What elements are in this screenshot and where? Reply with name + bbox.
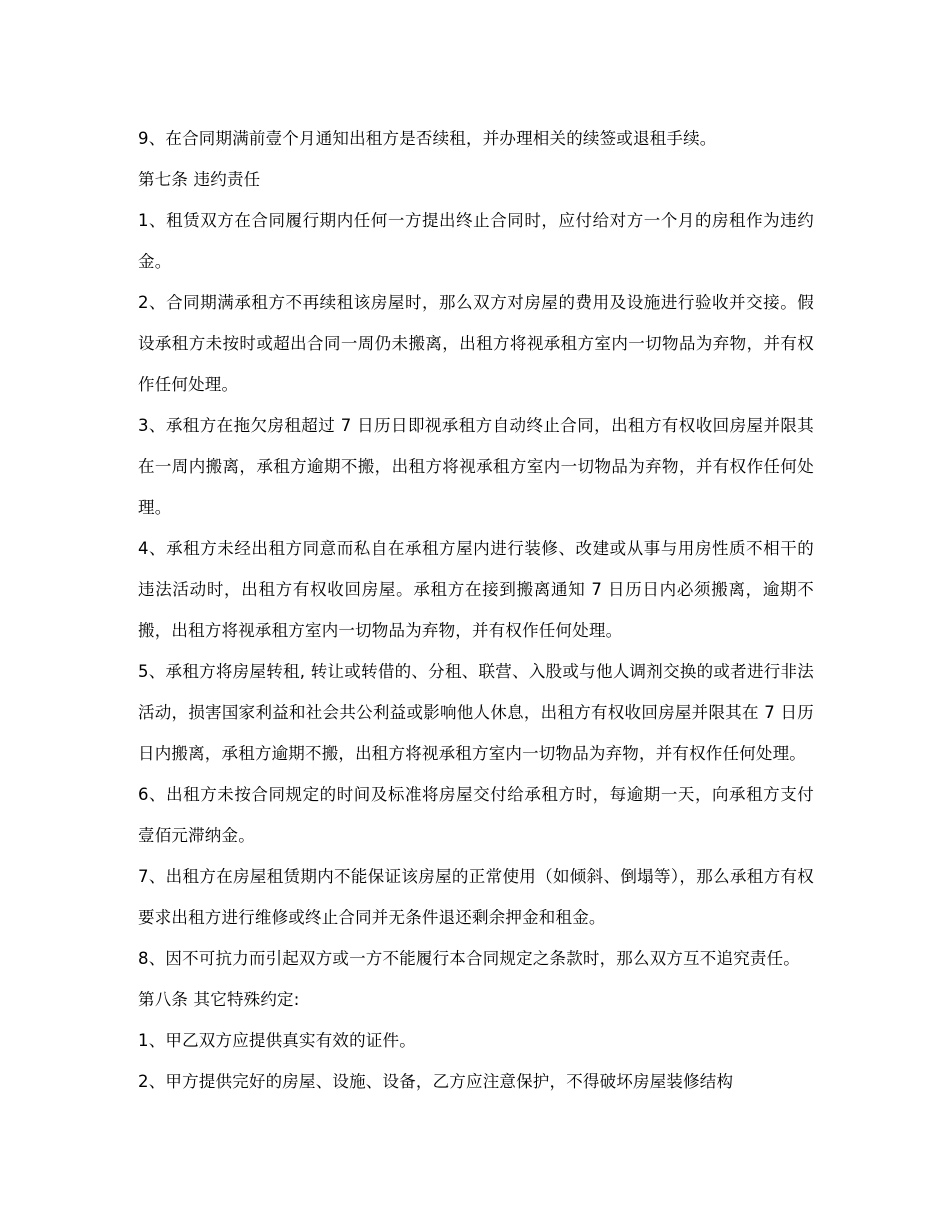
section-heading: 第八条 其它特殊约定: bbox=[138, 990, 300, 1009]
paragraph: 4、承租方未经出租方同意而私自在承租方屋内进行装修、改建或从事与用房性质不相干的违法活动时，出租方有权收回房屋。承租方在接到搬离通知 7 日历日内必须搬离，逾期不搬，出租方将视承租方室内一切物品为弃物，并有权作任何处理。 bbox=[138, 539, 814, 640]
paragraph: 8、因不可抗力而引起双方或一方不能履行本合同规定之条款时，那么双方互不追究责任。 bbox=[138, 949, 800, 968]
paragraph: 1、租赁双方在合同履行期内任何一方提出终止合同时，应付给对方一个月的房租作为违约金。 bbox=[138, 211, 814, 271]
document-body bbox=[138, 118, 814, 1102]
paragraph: 5、承租方将房屋转租, 转让或转借的、分租、联营、入股或与他人调剂交换的或者进行非法活动，损害国家利益和社会共公利益或影响他人休息，出租方有权收回房屋并限其在 7 日历日内搬离，承租方逾期不搬，出租方将视承租方室内一切物品为弃物，并有权作任何处理。 bbox=[138, 662, 814, 763]
paragraph: 2、甲方提供完好的房屋、设施、设备，乙方应注意保护，不得破坏房屋装修结构 bbox=[138, 1072, 734, 1091]
paragraph: 6、出租方未按合同规定的时间及标准将房屋交付给承租方时，每逾期一天，向承租方支付壹佰元滞纳金。 bbox=[138, 785, 814, 845]
paragraph: 2、合同期满承租方不再续租该房屋时，那么双方对房屋的费用及设施进行验收并交接。假设承租方未按时或超出合同一周仍未搬离，出租方将视承租方室内一切物品为弃物，并有权作任何处理。 bbox=[138, 293, 814, 394]
paragraph: 1、甲乙双方应提供真实有效的证件。 bbox=[138, 1031, 416, 1050]
paragraph: 3、承租方在拖欠房租超过 7 日历日即视承租方自动终止合同，出租方有权收回房屋并限其在一周内搬离，承租方逾期不搬，出租方将视承租方室内一切物品为弃物，并有权作任何处理。 bbox=[138, 416, 814, 517]
paragraph: 9、在合同期满前壹个月通知出租方是否续租，并办理相关的续签或退租手续。 bbox=[138, 129, 717, 148]
paragraph: 7、出租方在房屋租赁期内不能保证该房屋的正常使用（如倾斜、倒塌等），那么承租方有权要求出租方进行维修或终止合同并无条件退还剩余押金和租金。 bbox=[138, 867, 814, 927]
section-heading: 第七条 违约责任 bbox=[138, 170, 261, 189]
